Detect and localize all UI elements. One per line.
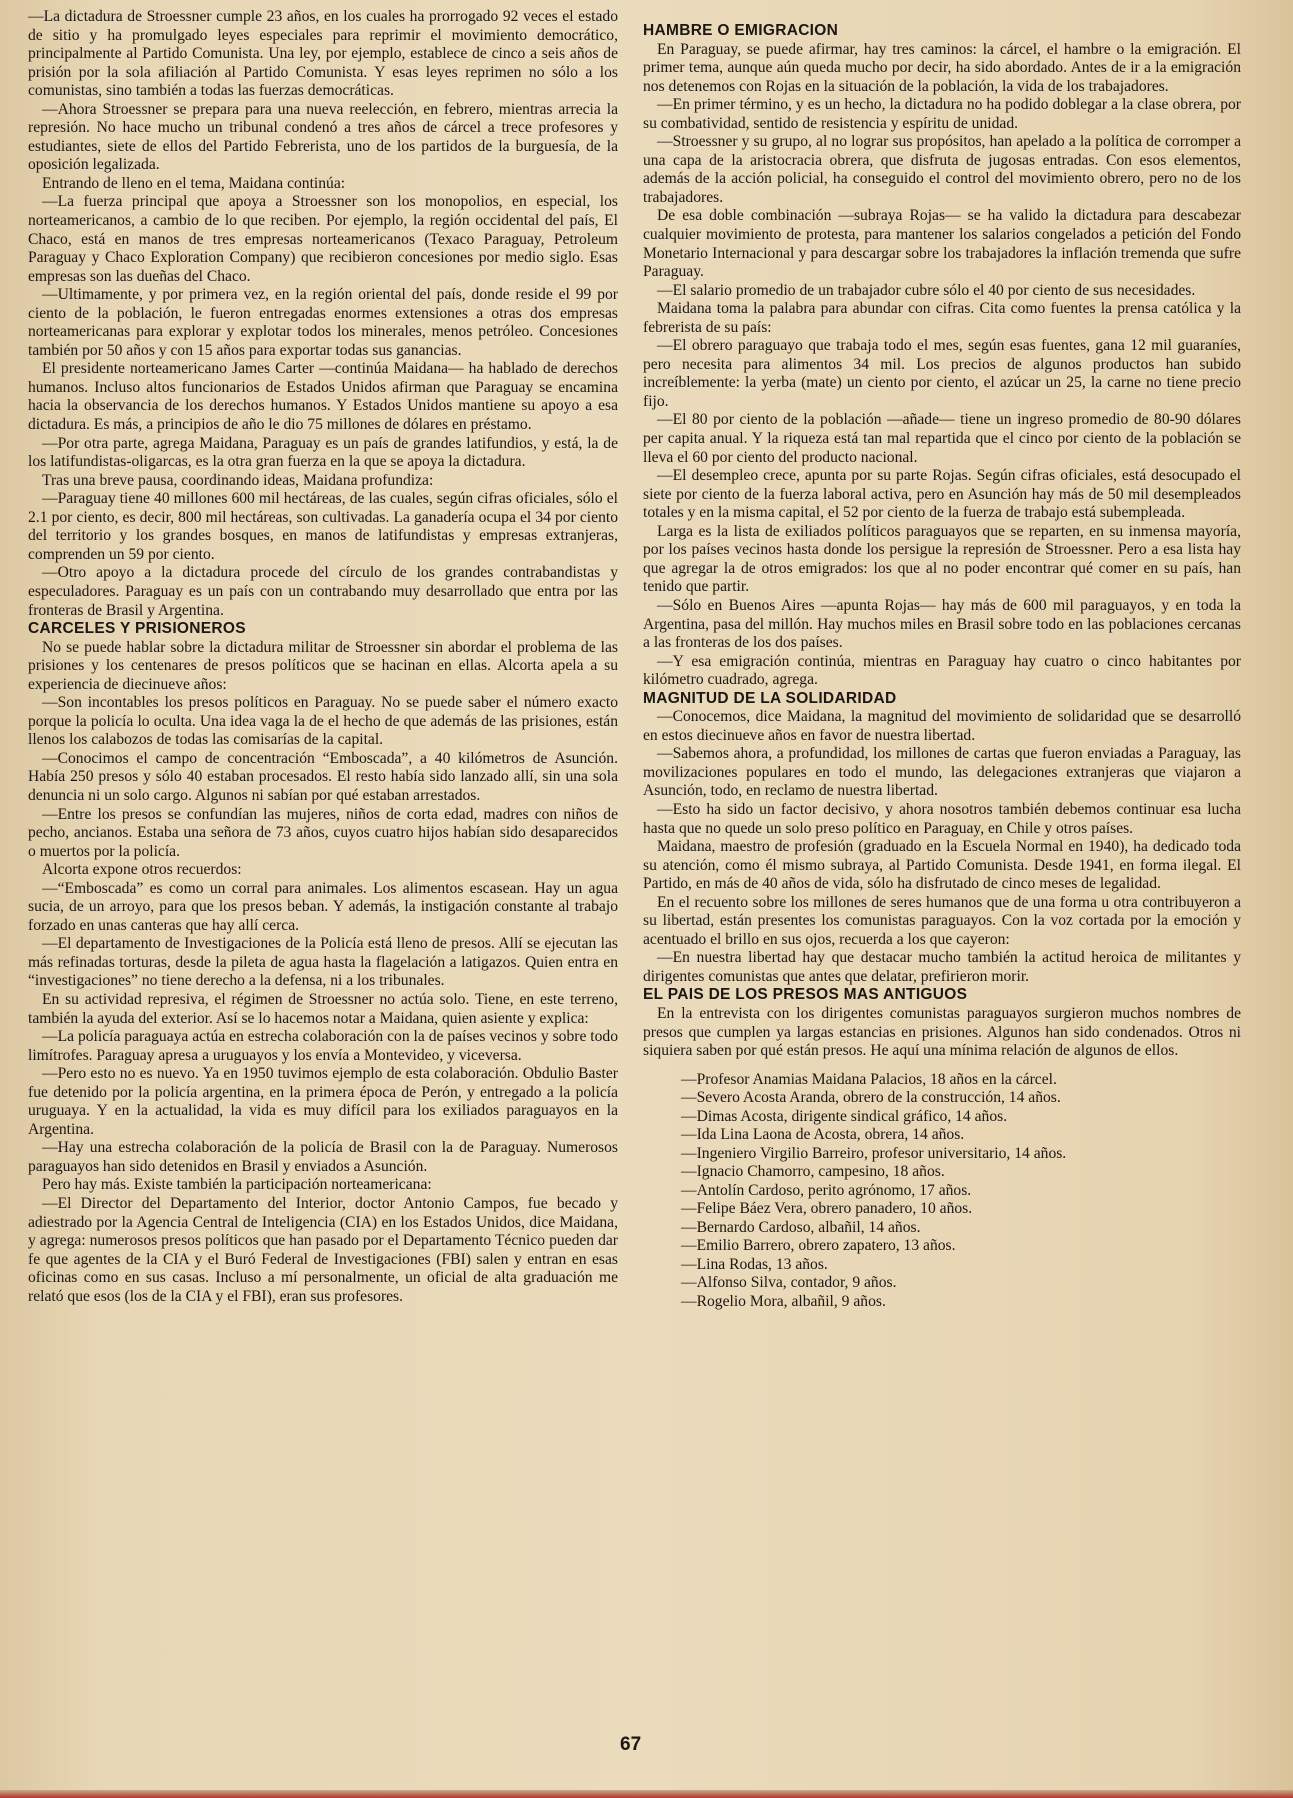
paragraph: —Sabemos ahora, a profundidad, los millones de cartas que fueron enviadas a Paraguay, las movilizaciones populares en todo el mundo, las delegaciones extranjeras que viajaron a Asunción, todo, en reclamo de nuestra libertad. (643, 745, 1241, 800)
paragraph: —Conocemos, dice Maidana, la magnitud del movimiento de solidaridad que se desarrolló en estos diecinueve años en favor de nuestra libertad. (643, 708, 1241, 744)
list-item: —Alfonso Silva, contador, 9 años. (681, 1274, 897, 1292)
paragraph: —Sólo en Buenos Aires —apunta Rojas— hay más de 600 mil paraguayos, y en toda la Argentina, pasa del millón. Hay muchos miles en Brasil sobre todo en las poblaciones cercanas a las fronteras de los dos países. (643, 596, 1241, 652)
paragraph: —Pero esto no es nuevo. Ya en 1950 tuvimos ejemplo de esta colaboración. Obdulio Baster fue detenido por la policía argentina, en la primera época de Perón, y entregado a la policía uruguaya. Y en la actualidad, la vida es muy difícil para los exiliados paraguayos en la Argentina. (28, 1065, 618, 1138)
paragraph: —En primer término, y es un hecho, la dictadura no ha podido doblegar a la clase obrera, por su combatividad, sentido de resistencia y espíritu de unidad. (643, 96, 1241, 132)
paragraph: No se puede hablar sobre la dictadura militar de Stroessner sin abordar el problema de las prisiones y los centenares de presos políticos que se hacinan en ellas. Alcorta apela a su experiencia de diecinueve años: (28, 638, 618, 693)
section-heading: CARCELES Y PRISIONEROS (28, 620, 246, 638)
list-item: —Rogelio Mora, albañil, 9 años. (681, 1292, 886, 1310)
paragraph: Pero hay más. Existe también la participación norteamericana: (42, 1176, 432, 1194)
paragraph: En su actividad represiva, el régimen de Stroessner no actúa solo. Tiene, en este terreno, también la ayuda del exterior. Así se lo hacemos notar a Maidana, quien asiente y explica: (28, 990, 618, 1027)
paragraph: El presidente norteamericano James Carter —continúa Maidana— ha hablado de derechos humanos. Incluso altos funcionarios de Estados Unidos afirman que Paraguay se encamina hacia la observancia de los derechos humanos. Y Estados Unidos mantiene su apoyo a esa dictadura. Es más, a principios de año le dio 75 millones de dólares en préstamo. (28, 360, 618, 434)
list-item: —Dimas Acosta, dirigente sindical gráfico, 14 años. (681, 1107, 1008, 1125)
section-heading: HAMBRE O EMIGRACION (643, 22, 839, 39)
paragraph: —Conocimos el campo de concentración “Emboscada”, a 40 kilómetros de Asunción. Había 250 presos y sólo 40 estaban procesados. El resto había sido lanzado allí, sin una sola denuncia ni un solo cargo. Algunos ni sabían por qué estaban arrestados. (28, 749, 618, 804)
paragraph: —Ahora Stroessner se prepara para una nueva reelección, en febrero, mientras arrecia la represión. No hace mucho un tribunal condenó a tres años de cárcel a trece profesores y estudiantes, siete de ellos del Partido Febrerista, uno de los partidos de la burguesía, de la oposición legalizada. (28, 100, 618, 174)
paragraph: —Paraguay tiene 40 millones 600 mil hectáreas, de las cuales, según cifras oficiales, sólo el 2.1 por ciento, es decir, 800 mil hectáreas, son cultivadas. La ganadería ocupa el 34 por ciento del territorio y los grandes bosques, en manos de latifundistas y empresas extranjeras, comprenden un 59 por ciento. (28, 490, 618, 563)
right-column (643, 8, 1241, 1311)
paragraph: Larga es la lista de exiliados políticos paraguayos que se reparten, en su inmensa mayoría, por los países vecinos hasta donde los persigue la represión de Stroessner. Pero a esa lista hay que agregar la de otros emigrados: los que al no poder encontrar qué comer en su país, han tenido que partir. (643, 522, 1241, 596)
paragraph: —La dictadura de Stroessner cumple 23 años, en los cuales ha prorrogado 92 veces el estado de sitio y ha promulgado leyes especiales para reprimir el movimiento democrático, principalmente al Partido Comunista. Una ley, por ejemplo, establece de cinco a seis años de prisión por la sola afiliación al Partido Comunista. Y esas leyes reprimen no sólo a los comunistas, sino también a todas las fuerzas democráticas. (28, 8, 618, 100)
paragraph: —El obrero paraguayo que trabaja todo el mes, según esas fuentes, gana 12 mil guaraníes, pero necesita para alimentos 34 mil. Los precios de algunos productos han subido increíblemente: la yerba (mate) un ciento por ciento, el azúcar un 25, la carne no tiene precio fijo. (643, 337, 1241, 410)
list-item: —Severo Acosta Aranda, obrero de la construcción, 14 años. (681, 1089, 1061, 1107)
paragraph: En el recuento sobre los millones de seres humanos que de una forma u otra contribuyeron a su libertad, están presentes los comunistas paraguayos. Con la voz cortada por la emoción y acentuado el brillo en sus ojos, recuerda a los que cayeron: (643, 893, 1241, 948)
paragraph: Tras una breve pausa, coordinando ideas, Maidana profundiza: (42, 471, 434, 489)
list-item: —Ingeniero Virgilio Barreiro, profesor universitario, 14 años. (681, 1144, 1067, 1162)
list-item: —Felipe Báez Vera, obrero panadero, 10 años. (681, 1200, 973, 1218)
paragraph: —Stroessner y su grupo, al no lograr sus propósitos, han apelado a la política de corromper a una capa de la aristocracia obrera, que disfruta de jugosas entradas. Con esos elementos, además de la acción policial, ha conseguido el control del movimiento obrero, pero no de los trabajadores. (643, 133, 1241, 206)
paragraph: —“Emboscada” es como un corral para animales. Los alimentos escasean. Hay un agua sucia, de un arroyo, para que los presos beban. Y además, la instigación constante al trabajo forzado en unas canteras que hay allí cerca. (28, 879, 618, 934)
page-number: 67 (620, 1734, 642, 1755)
list-item: —Ida Lina Laona de Acosta, obrera, 14 años. (681, 1126, 965, 1144)
paragraph: —Otro apoyo a la dictadura procede del círculo de los grandes contrabandistas y especuladores. Paraguay es un país con un contrabando muy desarrollado que entra por las fronteras de Brasil y Argentina. (28, 564, 618, 619)
paragraph: —Y esa emigración continúa, mientras en Paraguay hay cuatro o cinco habitantes por kilómetro cuadrado, agrega. (643, 652, 1241, 689)
paragraph: —El Director del Departamento del Interior, doctor Antonio Campos, fue becado y adiestrado por la Agencia Central de Inteligencia (CIA) en los Estados Unidos, dice Maidana, y agrega: numerosos presos políticos que han pasado por el Departamento Técnico pueden dar fe que agentes de la CIA y el Buró Federal de Investigaciones (FBI) salen y entran en esas oficinas como en sus casas. Incluso a mí personalmente, un oficial de alta graduación me relató que esos (los de la CIA y el FBI), eran sus profesores. (28, 1195, 618, 1305)
list-item: —Bernardo Cardoso, albañil, 14 años. (681, 1218, 921, 1236)
paragraph: Entrando de lleno en el tema, Maidana continúa: (42, 174, 346, 192)
paragraph: Alcorta expone otros recuerdos: (42, 861, 242, 879)
bottom-edge-border (0, 1790, 1293, 1798)
paragraph: Maidana, maestro de profesión (graduado en la Escuela Normal en 1940), ha dedicado toda su atención, como él mismo subraya, al Partido Comunista. Desde 1941, en forma ilegal. El Partido, en más de 40 años de vida, sólo ha disfrutado de cinco meses de legalidad. (643, 838, 1241, 893)
paragraph: —Hay una estrecha colaboración de la policía de Brasil con la de Paraguay. Numerosos paraguayos han sido detenidos en Brasil y enviados a Asunción. (28, 1139, 618, 1175)
paragraph: —El departamento de Investigaciones de la Policía está lleno de presos. Allí se ejecutan las más refinadas torturas, desde la pileta de agua hasta la flagelación a latigazos. Quien entra en “investigaciones” no tiene derecho a la defensa, ni a los tribunales. (28, 935, 618, 990)
list-item: —Profesor Anamias Maidana Palacios, 18 años en la cárcel. (681, 1070, 1057, 1088)
list-item: —Emilio Barrero, obrero zapatero, 13 años. (681, 1237, 956, 1255)
paragraph: En Paraguay, se puede afirmar, hay tres caminos: la cárcel, el hambre o la emigración. El primer tema, aunque aún queda mucho por decir, ha sido abordado. Antes de ir a la emigración nos detenemos con Rojas en la situación de la población, la vida de los trabajadores. (643, 40, 1241, 95)
paragraph: En la entrevista con los dirigentes comunistas paraguayos surgieron muchos nombres de presos que cumplen ya largas estancias en prisiones. Algunos han sido condenados. Otros ni siquiera saben por qué están presos. He aquí una mínima relación de algunos de ellos. (643, 1004, 1241, 1060)
left-column (28, 8, 618, 1306)
prisoner-list (681, 1071, 1241, 1312)
paragraph: —El desempleo crece, apunta por su parte Rojas. Según cifras oficiales, está desocupado el siete por ciento de la fuerza laboral activa, pero en Asunción hay más de 50 mil desempleados totales y en la misma capital, el 52 por ciento de la fuerza de trabajo está subempleada. (643, 467, 1241, 522)
paragraph: —Son incontables los presos políticos en Paraguay. No se puede saber el número exacto porque la policía lo oculta. Una idea vaga la de el hecho de que además de las prisiones, están llenos los calabozos de todas las comisarías de la capital. (28, 694, 618, 749)
list-item: —Lina Rodas, 13 años. (681, 1255, 828, 1273)
section-heading: EL PAIS DE LOS PRESOS MAS ANTIGUOS (643, 986, 968, 1004)
list-item: —Ignacio Chamorro, campesino, 18 años. (681, 1163, 945, 1181)
list-item: —Antolín Cardoso, perito agrónomo, 17 años. (681, 1181, 972, 1199)
paragraph: —El salario promedio de un trabajador cubre sólo el 40 por ciento de sus necesidades. (657, 281, 1196, 299)
paragraph: De esa doble combinación —subraya Rojas— se ha valido la dictadura para descabezar cualquier movimiento de protesta, para mantener los salarios congelados a petición del Fondo Monetario Internacional y para descargar sobre los trabajadores la inflación tremenda que sufre Paraguay. (643, 207, 1241, 281)
paragraph: Maidana toma la palabra para abundar con cifras. Cita como fuentes la prensa católica y la febrerista de su país: (643, 300, 1241, 336)
section-heading: MAGNITUD DE LA SOLIDARIDAD (643, 689, 897, 707)
paragraph: —La fuerza principal que apoya a Stroessner son los monopolios, en especial, los norteamericanos, a cambio de lo que reciben. Por ejemplo, la región occidental del país, El Chaco, está en manos de tres empresas norteamericanos (Texaco Paraguay, Petroleum Paraguay y Chaco Exploration Company) que recibieron concesiones por medio siglo. Esas empresas son las dueñas del Chaco. (28, 193, 618, 285)
paragraph: —Ultimamente, y por primera vez, en la región oriental del país, donde reside el 99 por ciento de la población, le fueron entregadas enormes extensiones a otras dos empresas norteamericanas para explorar y explotar todos los minerales, menos petróleo. Concesiones también por 50 años y con 15 años para exportar todas sus ganancias. (28, 286, 618, 359)
paragraph: —La policía paraguaya actúa en estrecha colaboración con la de países vecinos y sobre todo limítrofes. Paraguay apresa a uruguayos y los envía a Montevideo, y viceversa. (28, 1028, 618, 1064)
paragraph: —Por otra parte, agrega Maidana, Paraguay es un país de grandes latifundios, y está, la de los latifundistas-oligarcas, es la otra gran fuerza en la que se apoya la dictadura. (28, 434, 618, 471)
paragraph: —Entre los presos se confundían las mujeres, niños de corta edad, madres con niños de pecho, ancianos. Estaba una señora de 73 años, cuyos cuatro hijos habían sido desaparecidos o muertos por la policía. (28, 805, 618, 860)
paragraph: —El 80 por ciento de la población —añade— tiene un ingreso promedio de 80-90 dólares per capita anual. Y la riqueza está tan mal repartida que el cinco por ciento de la población se lleva el 60 por ciento del producto nacional. (643, 411, 1241, 466)
paragraph: —En nuestra libertad hay que destacar mucho también la actitud heroica de militantes y dirigentes comunistas que antes que delatar, prefirieron morir. (643, 949, 1241, 985)
paragraph: —Esto ha sido un factor decisivo, y ahora nosotros también debemos continuar esa lucha hasta que no quede un solo preso político en Paraguay, en Chile y otros países. (643, 800, 1241, 837)
